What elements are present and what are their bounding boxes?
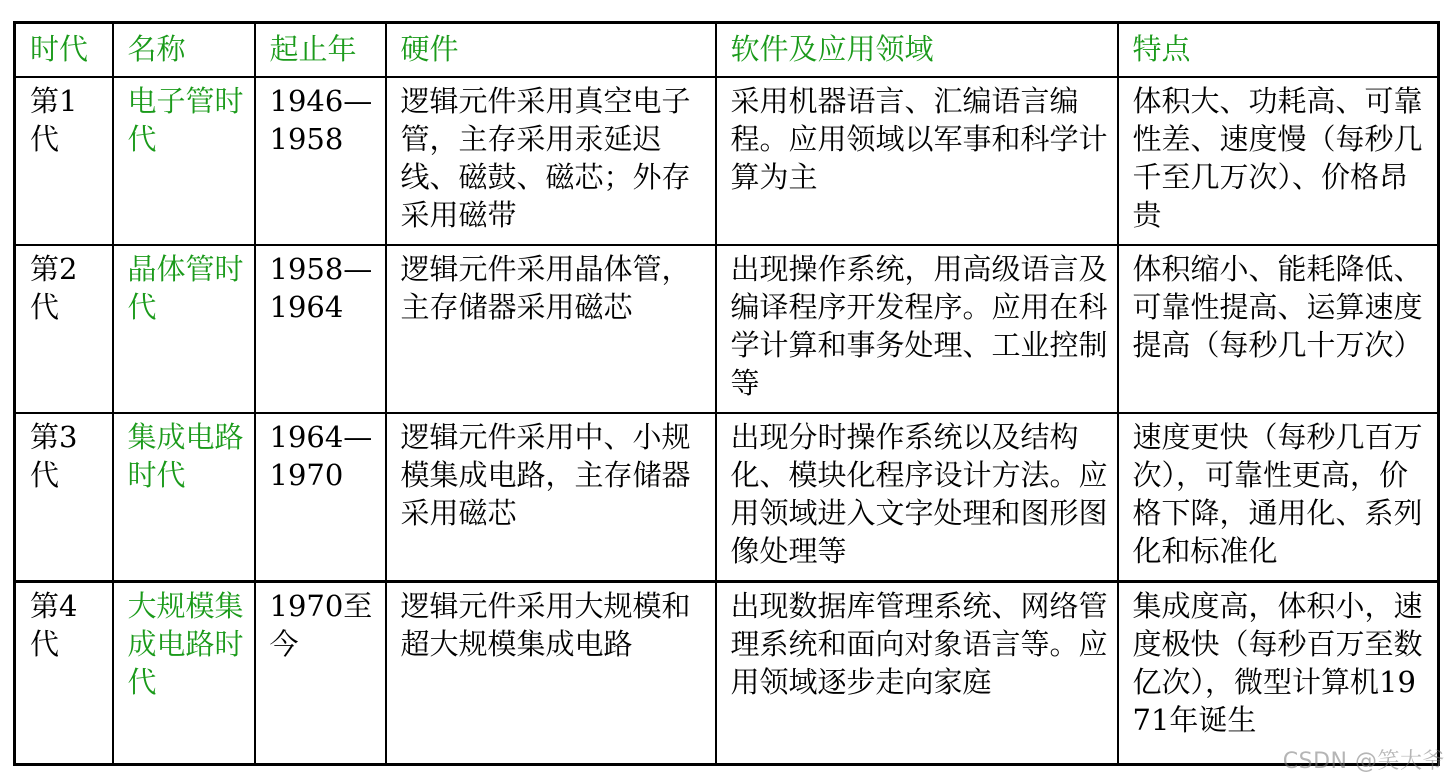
cell-features: 体积缩小、能耗降低、可靠性提高、运算速度提高（每秒几十万次） xyxy=(1118,245,1439,413)
cell-name: 电子管时代 xyxy=(113,77,255,245)
cell-software: 采用机器语言、汇编语言编程。应用领域以军事和科学计算为主 xyxy=(716,77,1118,245)
cell-hardware: 逻辑元件采用真空电子管，主存采用汞延迟线、磁鼓、磁芯；外存采用磁带 xyxy=(386,77,716,245)
cell-years: 1958—1964 xyxy=(255,245,386,413)
cell-software: 出现操作系统，用高级语言及编译程序开发程序。应用在科学计算和事务处理、工业控制等 xyxy=(716,245,1118,413)
computer-generations-table-container xyxy=(13,21,1437,766)
header-years: 起止年 xyxy=(255,23,386,78)
cell-features: 速度更快（每秒几百万次），可靠性更高，价格下降，通用化、系列化和标准化 xyxy=(1118,413,1439,582)
cell-years: 1964—1970 xyxy=(255,413,386,582)
cell-years: 1946—1958 xyxy=(255,77,386,245)
cell-era: 第1代 xyxy=(15,77,113,245)
cell-name: 晶体管时代 xyxy=(113,245,255,413)
computer-generations-table xyxy=(13,21,1440,766)
cell-era: 第2代 xyxy=(15,245,113,413)
cell-name: 集成电路时代 xyxy=(113,413,255,582)
cell-hardware: 逻辑元件采用中、小规模集成电路，主存储器采用磁芯 xyxy=(386,413,716,582)
cell-software: 出现分时操作系统以及结构化、模块化程序设计方法。应用领域进入文字处理和图形图像处理等 xyxy=(716,413,1118,582)
table-row xyxy=(15,413,1439,582)
cell-hardware: 逻辑元件采用大规模和超大规模集成电路 xyxy=(386,582,716,765)
header-hardware: 硬件 xyxy=(386,23,716,78)
cell-hardware: 逻辑元件采用晶体管，主存储器采用磁芯 xyxy=(386,245,716,413)
header-features: 特点 xyxy=(1118,23,1439,78)
cell-years: 1970至今 xyxy=(255,582,386,765)
cell-features: 集成度高，体积小，速度极快（每秒百万至数亿次），微型计算机1971年诞生 xyxy=(1118,582,1439,765)
header-software: 软件及应用领域 xyxy=(716,23,1118,78)
cell-name: 大规模集成电路时代 xyxy=(113,582,255,765)
cell-era: 第4代 xyxy=(15,582,113,765)
cell-software: 出现数据库管理系统、网络管理系统和面向对象语言等。应用领域逐步走向家庭 xyxy=(716,582,1118,765)
cell-features: 体积大、功耗高、可靠性差、速度慢（每秒几千至几万次）、价格昂贵 xyxy=(1118,77,1439,245)
csdn-watermark: CSDN @笑大爷 xyxy=(1282,749,1445,774)
cell-era: 第3代 xyxy=(15,413,113,582)
header-era: 时代 xyxy=(15,23,113,78)
header-name: 名称 xyxy=(113,23,255,78)
header-row xyxy=(15,23,1439,78)
table-row xyxy=(15,582,1439,765)
table-row xyxy=(15,77,1439,245)
table-row xyxy=(15,245,1439,413)
